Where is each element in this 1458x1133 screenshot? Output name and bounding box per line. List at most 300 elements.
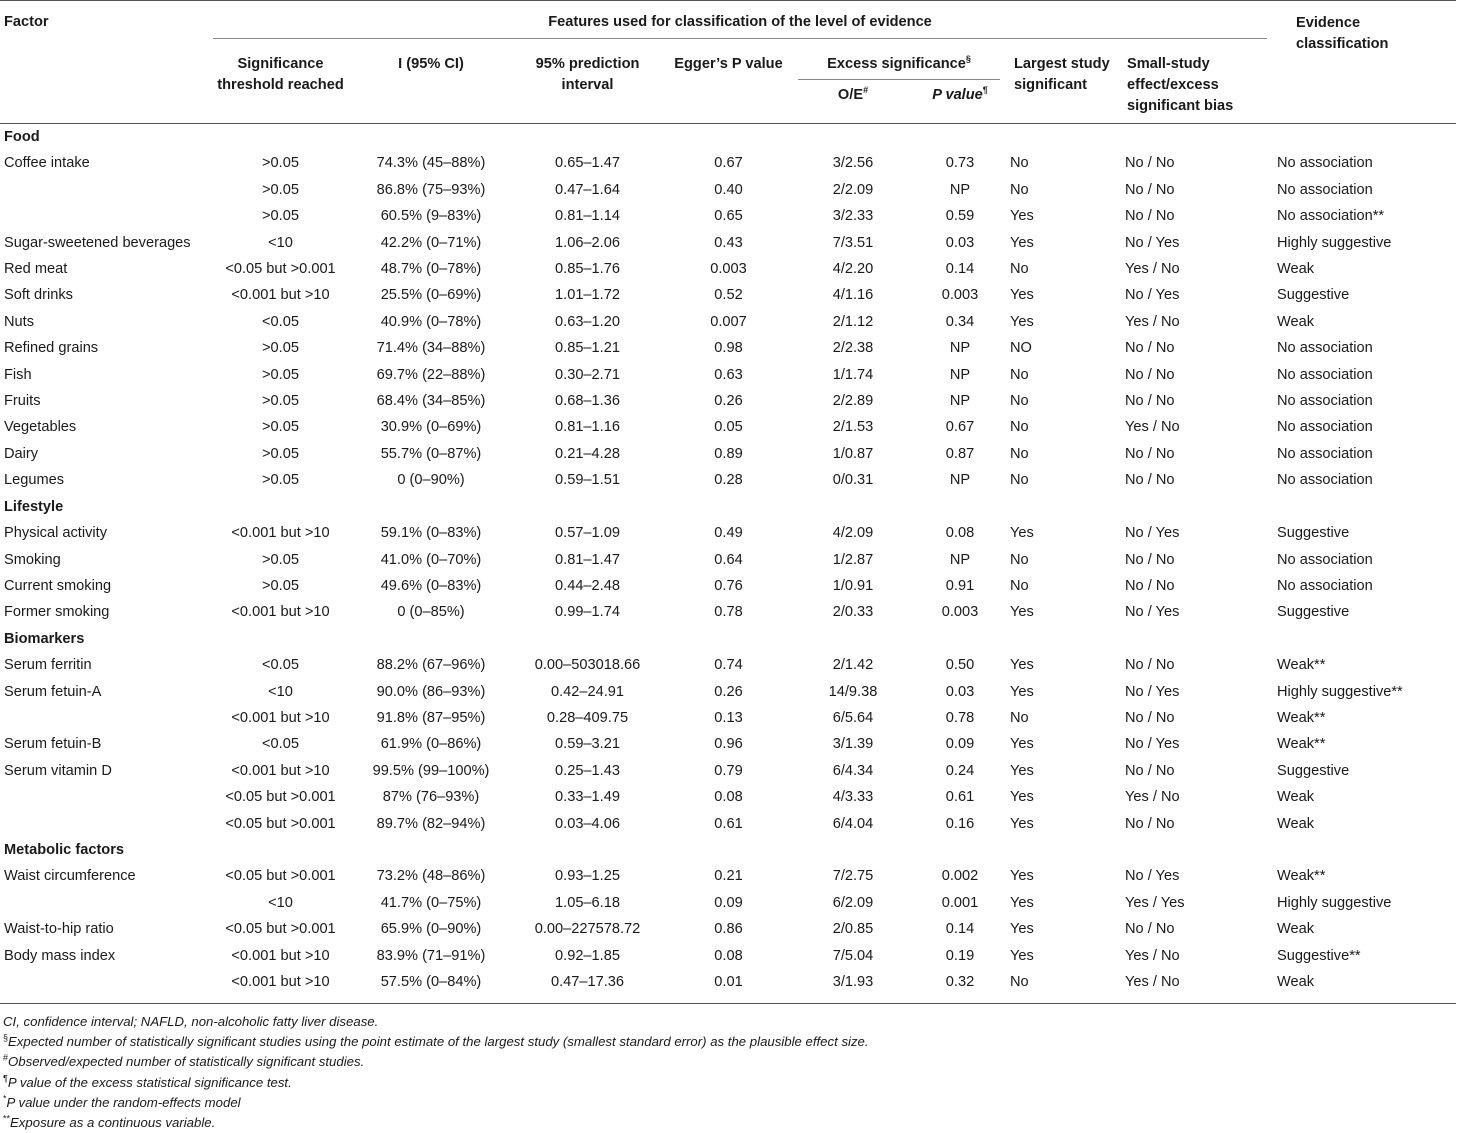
footnote-mark: ¶ bbox=[3, 1073, 8, 1084]
cell-significance: <0.001 but >10 bbox=[231, 287, 330, 304]
cell-oe: 6/4.04 bbox=[832, 815, 874, 832]
cell-oe: 2/2.38 bbox=[832, 340, 874, 357]
cell-small-study: No / Yes bbox=[1125, 287, 1180, 304]
cell-largest-study: Yes bbox=[1010, 921, 1034, 938]
cell-factor: Physical activity bbox=[4, 525, 107, 542]
cell-egger: 0.43 bbox=[714, 234, 743, 251]
footnotes bbox=[3, 1012, 869, 1133]
cell-i2: 87% (76–93%) bbox=[382, 789, 480, 806]
cell-significance: >0.05 bbox=[262, 551, 299, 568]
cell-pvalue: 0.16 bbox=[945, 815, 975, 832]
cell-largest-study: Yes bbox=[1010, 868, 1034, 885]
cell-largest-study: No bbox=[1010, 155, 1029, 172]
cell-i2: 60.5% (9–83%) bbox=[380, 208, 482, 225]
cell-i2: 30.9% (0–69%) bbox=[380, 419, 482, 436]
table-row bbox=[0, 520, 1456, 546]
cell-oe: 3/2.33 bbox=[832, 208, 874, 225]
footnote bbox=[3, 1052, 869, 1072]
header-oe-mark: # bbox=[863, 85, 869, 96]
section-row bbox=[0, 626, 1456, 652]
cell-i2: 0 (0–85%) bbox=[397, 604, 465, 621]
table-row bbox=[0, 414, 1456, 440]
cell-egger: 0.01 bbox=[714, 974, 743, 990]
cell-factor bbox=[0, 177, 209, 203]
cell-prediction-interval: 0.21–4.28 bbox=[555, 445, 620, 462]
cell-factor bbox=[0, 969, 209, 995]
footnote-mark: ** bbox=[3, 1113, 11, 1124]
cell-small-study: No / No bbox=[1125, 340, 1175, 357]
cell-evidence: Suggestive bbox=[1277, 604, 1350, 621]
cell-pvalue: 0.87 bbox=[945, 445, 975, 462]
footnote-mark: # bbox=[3, 1053, 9, 1064]
cell-small-study: No / No bbox=[1125, 577, 1175, 594]
footnote-text: P value under the random-effects model bbox=[6, 1094, 241, 1110]
cell-oe: 0/0.31 bbox=[832, 472, 874, 489]
cell-evidence: Weak bbox=[1277, 313, 1315, 330]
table-row bbox=[0, 890, 1456, 916]
cell-prediction-interval: 0.28–409.75 bbox=[546, 709, 629, 726]
cell-oe: 14/9.38 bbox=[828, 683, 878, 700]
cell-significance: >0.05 bbox=[262, 155, 299, 172]
cell-evidence: Highly suggestive** bbox=[1277, 683, 1403, 700]
cell-small-study: No / No bbox=[1125, 762, 1175, 779]
cell-egger: 0.79 bbox=[714, 762, 743, 779]
table-row bbox=[0, 758, 1456, 784]
cell-i2: 89.7% (82–94%) bbox=[376, 815, 486, 832]
cell-pvalue: NP bbox=[949, 366, 971, 383]
cell-factor bbox=[0, 811, 209, 837]
header-pred-interval: 95% prediction interval bbox=[535, 56, 640, 93]
cell-significance: >0.05 bbox=[262, 340, 299, 357]
header-largest: Largest study significant bbox=[1014, 56, 1110, 93]
cell-evidence: Weak bbox=[1277, 261, 1315, 278]
cell-significance: <0.05 bbox=[262, 736, 299, 753]
cell-significance: <10 bbox=[268, 234, 293, 251]
cell-small-study: No / No bbox=[1125, 445, 1175, 462]
cell-evidence: No association bbox=[1277, 340, 1373, 357]
cell-i2: 25.5% (0–69%) bbox=[380, 287, 482, 304]
header-egger: Egger’s P value bbox=[674, 56, 783, 72]
cell-oe: 7/2.75 bbox=[832, 868, 874, 885]
cell-significance: <0.05 but >0.001 bbox=[225, 921, 336, 938]
table-row bbox=[0, 177, 1456, 203]
header-features bbox=[209, 1, 1273, 51]
cell-pvalue: 0.78 bbox=[945, 709, 975, 726]
cell-oe: 7/3.51 bbox=[832, 234, 874, 251]
footnote-mark: § bbox=[3, 1032, 9, 1043]
cell-small-study: No / No bbox=[1125, 208, 1175, 225]
footnote bbox=[3, 1093, 869, 1113]
cell-egger: 0.63 bbox=[714, 366, 743, 383]
cell-i2: 73.2% (48–86%) bbox=[376, 868, 486, 885]
cell-i2: 49.6% (0–83%) bbox=[380, 577, 482, 594]
cell-egger: 0.26 bbox=[714, 683, 743, 700]
cell-egger: 0.13 bbox=[714, 709, 743, 726]
cell-i2: 40.9% (0–78%) bbox=[380, 313, 482, 330]
cell-prediction-interval: 0.25–1.43 bbox=[555, 762, 620, 779]
cell-prediction-interval: 0.03–4.06 bbox=[555, 815, 620, 832]
cell-i2: 41.0% (0–70%) bbox=[380, 551, 482, 568]
cell-small-study: No / No bbox=[1125, 155, 1175, 172]
cell-oe: 4/1.16 bbox=[832, 287, 874, 304]
cell-significance: <0.001 but >10 bbox=[231, 762, 330, 779]
cell-oe: 4/2.20 bbox=[832, 261, 874, 278]
cell-pvalue: NP bbox=[949, 551, 971, 568]
cell-pvalue: 0.03 bbox=[945, 683, 975, 700]
cell-largest-study: Yes bbox=[1010, 815, 1034, 832]
cell-evidence: No association bbox=[1277, 472, 1373, 489]
cell-oe: 2/2.09 bbox=[832, 181, 874, 198]
cell-i2: 69.7% (22–88%) bbox=[376, 366, 486, 383]
cell-small-study: Yes / No bbox=[1125, 974, 1180, 990]
cell-largest-study: Yes bbox=[1010, 894, 1034, 911]
cell-evidence: Weak** bbox=[1277, 736, 1326, 753]
cell-largest-study: NO bbox=[1010, 340, 1032, 357]
cell-significance: <0.001 but >10 bbox=[231, 709, 330, 726]
cell-i2: 48.7% (0–78%) bbox=[380, 261, 482, 278]
cell-prediction-interval: 1.01–1.72 bbox=[555, 287, 620, 304]
cell-largest-study: No bbox=[1010, 261, 1029, 278]
cell-largest-study: No bbox=[1010, 974, 1029, 990]
header-factor: Factor bbox=[4, 14, 49, 30]
cell-small-study: No / No bbox=[1125, 181, 1175, 198]
table-row bbox=[0, 362, 1456, 388]
cell-factor: Former smoking bbox=[4, 604, 110, 621]
cell-prediction-interval: 0.85–1.21 bbox=[555, 340, 620, 357]
cell-i2: 83.9% (71–91%) bbox=[376, 947, 486, 964]
cell-i2: 55.7% (0–87%) bbox=[380, 445, 482, 462]
cell-factor: Serum vitamin D bbox=[4, 762, 112, 779]
cell-oe: 1/2.87 bbox=[832, 551, 874, 568]
cell-oe: 6/4.34 bbox=[832, 762, 874, 779]
cell-prediction-interval: 0.59–1.51 bbox=[555, 472, 620, 489]
cell-i2: 71.4% (34–88%) bbox=[376, 340, 486, 357]
cell-largest-study: Yes bbox=[1010, 762, 1034, 779]
header-oe: O/E bbox=[837, 87, 864, 103]
cell-significance: <0.05 but >0.001 bbox=[225, 261, 336, 278]
cell-factor bbox=[0, 203, 209, 229]
cell-i2: 65.9% (0–90%) bbox=[380, 921, 482, 938]
cell-pvalue: 0.24 bbox=[945, 762, 975, 779]
cell-factor: Body mass index bbox=[4, 947, 116, 964]
cell-largest-study: Yes bbox=[1010, 313, 1034, 330]
cell-pvalue: 0.14 bbox=[945, 921, 975, 938]
cell-egger: 0.08 bbox=[714, 947, 743, 964]
table-row bbox=[0, 705, 1456, 731]
cell-evidence: No association bbox=[1277, 393, 1373, 410]
cell-prediction-interval: 0.57–1.09 bbox=[555, 525, 620, 542]
cell-largest-study: No bbox=[1010, 551, 1029, 568]
cell-factor: Current smoking bbox=[4, 577, 112, 594]
cell-factor: Fruits bbox=[4, 393, 41, 410]
cell-egger: 0.40 bbox=[714, 181, 743, 198]
cell-factor: Red meat bbox=[4, 261, 68, 278]
cell-significance: <0.05 but >0.001 bbox=[225, 789, 336, 806]
cell-small-study: Yes / No bbox=[1125, 313, 1180, 330]
cell-pvalue: 0.73 bbox=[945, 155, 975, 172]
cell-pvalue: 0.67 bbox=[945, 419, 975, 436]
cell-prediction-interval: 0.93–1.25 bbox=[555, 868, 620, 885]
cell-prediction-interval: 0.33–1.49 bbox=[555, 789, 620, 806]
cell-oe: 7/5.04 bbox=[832, 947, 874, 964]
cell-oe: 6/2.09 bbox=[832, 894, 874, 911]
cell-pvalue: 0.61 bbox=[945, 789, 975, 806]
cell-pvalue: 0.003 bbox=[941, 604, 979, 621]
cell-pvalue: 0.003 bbox=[941, 287, 979, 304]
cell-prediction-interval: 0.47–1.64 bbox=[555, 181, 620, 198]
cell-factor: Serum fetuin-B bbox=[4, 736, 102, 753]
cell-prediction-interval: 0.00–503018.66 bbox=[534, 657, 641, 674]
cell-pvalue: 0.34 bbox=[945, 313, 975, 330]
footnote-text: Observed/expected number of statistically significant studies. bbox=[8, 1054, 365, 1070]
cell-egger: 0.65 bbox=[714, 208, 743, 225]
cell-factor: Legumes bbox=[4, 472, 65, 489]
cell-pvalue: 0.32 bbox=[945, 974, 975, 990]
cell-small-study: Yes / No bbox=[1125, 947, 1180, 964]
cell-evidence: No association bbox=[1277, 366, 1373, 383]
cell-small-study: Yes / No bbox=[1125, 789, 1180, 806]
cell-significance: <0.001 but >10 bbox=[231, 604, 330, 621]
table-row bbox=[0, 388, 1456, 414]
cell-largest-study: No bbox=[1010, 366, 1029, 383]
cell-evidence: Weak bbox=[1277, 815, 1315, 832]
cell-largest-study: Yes bbox=[1010, 234, 1034, 251]
cell-i2: 41.7% (0–75%) bbox=[380, 894, 482, 911]
cell-oe: 3/1.39 bbox=[832, 736, 874, 753]
cell-prediction-interval: 0.65–1.47 bbox=[555, 155, 620, 172]
cell-pvalue: 0.19 bbox=[945, 947, 975, 964]
table-row bbox=[0, 652, 1456, 678]
header-i2: I (95% CI) bbox=[398, 56, 464, 72]
table-row bbox=[0, 282, 1456, 308]
cell-factor bbox=[0, 705, 209, 731]
cell-evidence: Suggestive bbox=[1277, 762, 1350, 779]
table-row bbox=[0, 150, 1456, 176]
cell-significance: <0.05 bbox=[262, 657, 299, 674]
cell-evidence: No association** bbox=[1277, 208, 1385, 225]
cell-significance: >0.05 bbox=[262, 366, 299, 383]
table-row bbox=[0, 731, 1456, 757]
table-body bbox=[0, 124, 1456, 1004]
cell-i2: 99.5% (99–100%) bbox=[372, 762, 490, 779]
footnote-text: Exposure as a continuous variable. bbox=[10, 1115, 216, 1131]
cell-significance: >0.05 bbox=[262, 419, 299, 436]
cell-factor: Smoking bbox=[4, 551, 61, 568]
cell-i2: 91.8% (87–95%) bbox=[376, 709, 486, 726]
cell-oe: 2/1.53 bbox=[832, 419, 874, 436]
section-title: Food bbox=[4, 129, 40, 145]
footnote bbox=[3, 1012, 869, 1032]
cell-small-study: No / No bbox=[1125, 815, 1175, 832]
cell-pvalue: NP bbox=[949, 181, 971, 198]
cell-egger: 0.007 bbox=[710, 313, 747, 330]
header-excess bbox=[792, 50, 1006, 117]
cell-small-study: Yes / No bbox=[1125, 419, 1180, 436]
cell-egger: 0.76 bbox=[714, 577, 743, 594]
cell-small-study: No / Yes bbox=[1125, 525, 1180, 542]
table-row bbox=[0, 969, 1456, 995]
cell-factor: Waist-to-hip ratio bbox=[4, 921, 114, 938]
cell-egger: 0.78 bbox=[714, 604, 743, 621]
cell-small-study: No / No bbox=[1125, 366, 1175, 383]
cell-egger: 0.28 bbox=[714, 472, 743, 489]
cell-oe: 1/1.74 bbox=[832, 366, 874, 383]
cell-prediction-interval: 0.68–1.36 bbox=[555, 393, 620, 410]
cell-prediction-interval: 0.47–17.36 bbox=[550, 974, 625, 990]
cell-evidence: No association bbox=[1277, 577, 1373, 594]
cell-largest-study: Yes bbox=[1010, 287, 1034, 304]
cell-egger: 0.61 bbox=[714, 815, 743, 832]
cell-evidence: Weak bbox=[1277, 921, 1315, 938]
cell-significance: >0.05 bbox=[262, 181, 299, 198]
cell-evidence: Highly suggestive bbox=[1277, 894, 1392, 911]
table-header bbox=[0, 1, 1456, 124]
cell-small-study: No / Yes bbox=[1125, 868, 1180, 885]
cell-oe: 3/2.56 bbox=[832, 155, 874, 172]
cell-largest-study: No bbox=[1010, 577, 1029, 594]
cell-evidence: Suggestive** bbox=[1277, 947, 1361, 964]
cell-factor: Fish bbox=[4, 366, 32, 383]
cell-i2: 90.0% (86–93%) bbox=[376, 683, 486, 700]
cell-largest-study: Yes bbox=[1010, 208, 1034, 225]
cell-i2: 0 (0–90%) bbox=[397, 472, 465, 489]
cell-significance: <0.05 bbox=[262, 313, 299, 330]
cell-significance: <0.001 but >10 bbox=[231, 525, 330, 542]
cell-evidence: Weak** bbox=[1277, 868, 1326, 885]
cell-small-study: No / No bbox=[1125, 551, 1175, 568]
cell-significance: <0.05 but >0.001 bbox=[225, 815, 336, 832]
cell-egger: 0.08 bbox=[714, 789, 743, 806]
cell-pvalue: NP bbox=[949, 393, 971, 410]
cell-pvalue: 0.59 bbox=[945, 208, 975, 225]
cell-egger: 0.89 bbox=[714, 445, 743, 462]
cell-egger: 0.86 bbox=[714, 921, 743, 938]
cell-prediction-interval: 0.81–1.16 bbox=[555, 419, 620, 436]
header-evidence: Evidence classification bbox=[1296, 15, 1389, 52]
cell-prediction-interval: 0.00–227578.72 bbox=[534, 921, 641, 938]
cell-significance: >0.05 bbox=[262, 208, 299, 225]
cell-oe: 3/1.93 bbox=[832, 974, 874, 990]
table-row bbox=[0, 943, 1456, 969]
cell-small-study: Yes / No bbox=[1125, 261, 1180, 278]
header-excess-mark: § bbox=[965, 54, 971, 65]
table-row bbox=[0, 230, 1456, 256]
cell-prediction-interval: 0.44–2.48 bbox=[555, 577, 620, 594]
table-row bbox=[0, 335, 1456, 361]
cell-factor: Refined grains bbox=[4, 340, 99, 357]
cell-largest-study: Yes bbox=[1010, 947, 1034, 964]
cell-small-study: No / Yes bbox=[1125, 604, 1180, 621]
cell-i2: 88.2% (67–96%) bbox=[376, 657, 486, 674]
cell-prediction-interval: 0.81–1.47 bbox=[555, 551, 620, 568]
footnote-text: CI, confidence interval; NAFLD, non-alcoholic fatty liver disease. bbox=[3, 1014, 379, 1029]
cell-small-study: No / No bbox=[1125, 709, 1175, 726]
table-row bbox=[0, 679, 1456, 705]
table-row bbox=[0, 573, 1456, 599]
table-row bbox=[0, 203, 1456, 229]
cell-pvalue: NP bbox=[949, 472, 971, 489]
cell-egger: 0.003 bbox=[710, 261, 747, 278]
cell-egger: 0.49 bbox=[714, 525, 743, 542]
header-sig-threshold: Significance threshold reached bbox=[217, 56, 344, 93]
footnote bbox=[3, 1113, 869, 1133]
table-row bbox=[0, 467, 1456, 493]
cell-prediction-interval: 0.92–1.85 bbox=[555, 947, 620, 964]
cell-oe: 4/2.09 bbox=[832, 525, 874, 542]
cell-egger: 0.09 bbox=[714, 894, 743, 911]
cell-evidence: No association bbox=[1277, 181, 1373, 198]
cell-egger: 0.67 bbox=[714, 155, 743, 172]
cell-egger: 0.52 bbox=[714, 287, 743, 304]
cell-factor bbox=[0, 784, 209, 810]
cell-oe: 2/0.85 bbox=[832, 921, 874, 938]
table-row bbox=[0, 784, 1456, 810]
cell-evidence: No association bbox=[1277, 551, 1373, 568]
cell-small-study: No / No bbox=[1125, 393, 1175, 410]
cell-small-study: No / Yes bbox=[1125, 234, 1180, 251]
cell-i2: 42.2% (0–71%) bbox=[380, 234, 482, 251]
cell-largest-study: No bbox=[1010, 445, 1029, 462]
cell-prediction-interval: 0.63–1.20 bbox=[555, 313, 620, 330]
cell-oe: 2/1.12 bbox=[832, 313, 874, 330]
cell-oe: 2/0.33 bbox=[832, 604, 874, 621]
cell-pvalue: 0.08 bbox=[945, 525, 975, 542]
cell-evidence: Weak bbox=[1277, 974, 1315, 990]
cell-significance: <0.05 but >0.001 bbox=[225, 868, 336, 885]
cell-prediction-interval: 0.99–1.74 bbox=[555, 604, 620, 621]
cell-largest-study: Yes bbox=[1010, 604, 1034, 621]
table-row bbox=[0, 309, 1456, 335]
cell-oe: 4/3.33 bbox=[832, 789, 874, 806]
cell-i2: 74.3% (45–88%) bbox=[376, 155, 486, 172]
cell-evidence: Weak** bbox=[1277, 709, 1326, 726]
cell-oe: 2/2.89 bbox=[832, 393, 874, 410]
cell-factor: Nuts bbox=[4, 313, 35, 330]
cell-largest-study: Yes bbox=[1010, 657, 1034, 674]
table-row bbox=[0, 547, 1456, 573]
cell-evidence: Highly suggestive bbox=[1277, 234, 1392, 251]
cell-egger: 0.05 bbox=[714, 419, 743, 436]
cell-largest-study: No bbox=[1010, 472, 1029, 489]
section-row bbox=[0, 837, 1456, 863]
header-pvalue: P value bbox=[932, 87, 983, 103]
cell-prediction-interval: 0.30–2.71 bbox=[555, 366, 620, 383]
cell-significance: >0.05 bbox=[262, 393, 299, 410]
cell-small-study: No / No bbox=[1125, 472, 1175, 489]
cell-egger: 0.74 bbox=[714, 657, 743, 674]
cell-egger: 0.96 bbox=[714, 736, 743, 753]
cell-prediction-interval: 0.85–1.76 bbox=[555, 261, 620, 278]
footnote bbox=[3, 1073, 869, 1093]
cell-pvalue: 0.14 bbox=[945, 261, 975, 278]
cell-small-study: No / No bbox=[1125, 921, 1175, 938]
cell-factor bbox=[0, 890, 209, 916]
cell-largest-study: No bbox=[1010, 181, 1029, 198]
header-pvalue-mark: ¶ bbox=[982, 85, 988, 96]
table-row bbox=[0, 599, 1456, 625]
cell-largest-study: Yes bbox=[1010, 736, 1034, 753]
cell-egger: 0.26 bbox=[714, 393, 743, 410]
cell-prediction-interval: 0.42–24.91 bbox=[550, 683, 625, 700]
cell-prediction-interval: 1.06–2.06 bbox=[555, 234, 620, 251]
footnote bbox=[3, 1032, 869, 1052]
cell-largest-study: No bbox=[1010, 709, 1029, 726]
cell-factor: Serum fetuin-A bbox=[4, 683, 102, 700]
cell-largest-study: No bbox=[1010, 419, 1029, 436]
section-title: Lifestyle bbox=[4, 498, 64, 515]
cell-egger: 0.98 bbox=[714, 340, 743, 357]
section-title: Biomarkers bbox=[4, 630, 85, 647]
